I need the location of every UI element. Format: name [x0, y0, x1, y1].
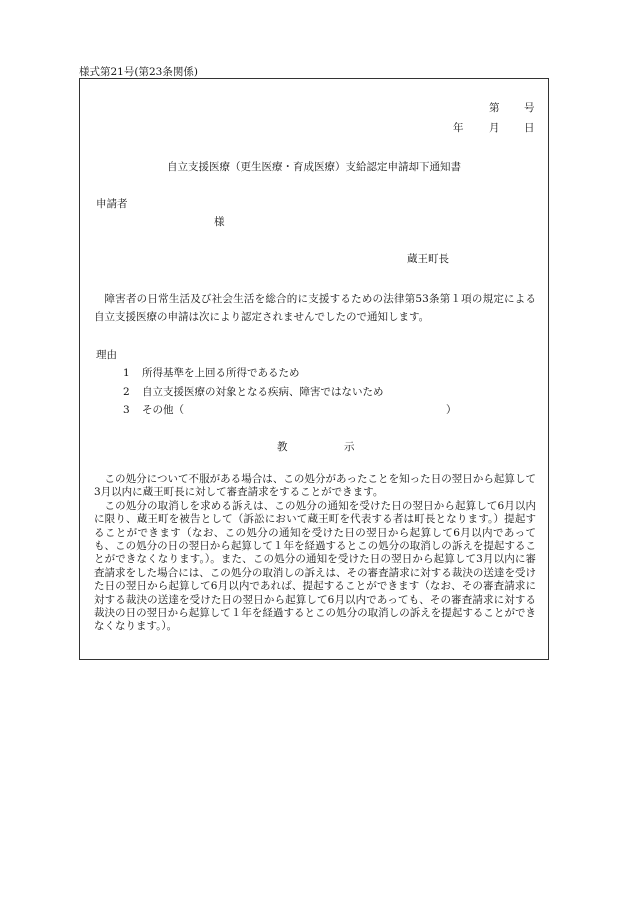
reason-number: 1: [123, 367, 130, 379]
reasons-label: 理由: [96, 349, 117, 361]
reason-item-2: [123, 384, 384, 399]
issuer-name: 蔵王町長: [407, 253, 449, 265]
body-text: 障害者の日常生活及び社会生活を総合的に支援するための法律第53条第１項の規定による自立支援医療の申請は次により認定されませんでしたので通知します。: [94, 293, 536, 323]
reason-text: 所得基準を上回る所得であるため: [142, 367, 300, 379]
notice-text: [94, 473, 536, 634]
form-code: 様式第21号(第23条関係): [79, 66, 198, 78]
reason-other-close: ）: [446, 404, 457, 416]
notice-title-left: 教: [277, 441, 288, 453]
notice-document: [79, 78, 549, 660]
date-month: 月: [489, 122, 500, 134]
applicant-label: 申請者: [96, 198, 128, 210]
reason-number: 3: [123, 404, 130, 416]
applicant-honorific: 様: [214, 216, 225, 228]
notice-paragraph: この処分の取消しを求める訴えは、この処分の通知を受けた日の翌日から起算して6月以内に限り、蔵王町を被告として（訴訟において蔵王町を代表する者は町長となります。）提起することができます（なお、この処分の通知を受けた日の翌日から起算して6月以内であっても、この処分の日の翌日から起算して１年を経過するとこの処分の取消しの訴えを提起することができなくなります。）。また、この処分の通知を受けた日の翌日から起算して3月以内に審査請求をした場合には、この処分の取消しの訴えは、その審査請求に対する裁決の送達を受けた日の翌日から起算して6月以内であれば、提起することができます（なお、その審査請求に対する裁決の送達を受けた日の翌日から起算して6月以内であっても、その審査請求に対する裁決の日の翌日から起算して１年を経過するとこの処分の取消しの訴えを提起することができなくなります。）。: [94, 499, 536, 633]
document-number-suffix: 号: [524, 102, 535, 114]
document-number-label: 第: [489, 102, 500, 114]
reason-item-3: [123, 402, 184, 417]
date-year: 年: [453, 122, 464, 134]
reason-text: 自立支援医療の対象となる疾病、障害ではないため: [142, 386, 384, 398]
notice-title-right: 示: [344, 441, 355, 453]
notice-paragraph: この処分について不服がある場合は、この処分があったことを知った日の翌日から起算して3月以内に蔵王町長に対して審査請求をすることができます。: [94, 473, 536, 499]
reason-number: 2: [123, 386, 130, 398]
reason-item-1: [123, 365, 300, 380]
date-day: 日: [524, 122, 535, 134]
reason-text: その他（: [142, 404, 184, 416]
document-title: 自立支援医療（更生医療・育成医療）支給認定申請却下通知書: [167, 161, 461, 173]
